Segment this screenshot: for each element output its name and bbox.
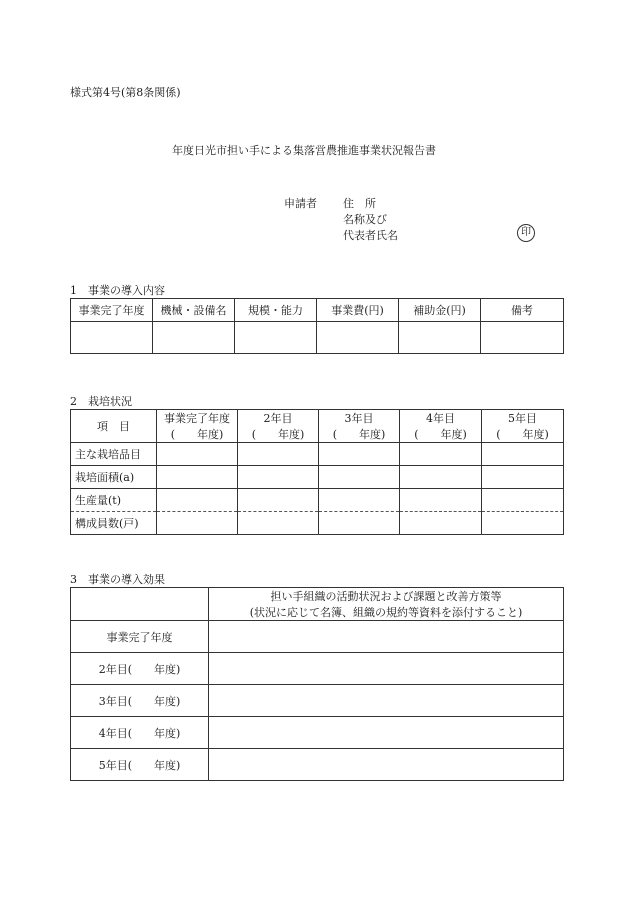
cultivation-table <box>70 409 564 535</box>
header-year4 <box>400 410 482 443</box>
cell-remarks[interactable] <box>481 322 564 354</box>
cell-crop-y5[interactable] <box>482 443 564 466</box>
applicant-label: 申請者 <box>284 197 317 210</box>
cell-crop-y1[interactable] <box>157 443 238 466</box>
header-remarks: 備考 <box>481 299 564 322</box>
effects-table <box>70 587 564 781</box>
header-activity-line2: (状況に応じて名簿、組織の規約等資料を添付すること) <box>249 606 523 619</box>
cell-crop-y4[interactable] <box>400 443 482 466</box>
cell-activity-y3[interactable] <box>209 685 564 717</box>
row-label-area: 栽培面積(a) <box>71 466 157 489</box>
address-label: 住 所 <box>343 197 376 210</box>
header-year5 <box>482 410 564 443</box>
cell-production-y4[interactable] <box>400 489 482 512</box>
cell-production-y2[interactable] <box>238 489 319 512</box>
cell-members-y5[interactable] <box>482 512 564 535</box>
header-year5-bottom: ( 年度) <box>496 428 549 441</box>
representative-label: 代表者氏名 <box>343 229 398 242</box>
header-completion-year: 事業完了年度 <box>71 299 153 322</box>
cell-scale-capacity[interactable] <box>235 322 317 354</box>
section2-heading: 2 栽培状況 <box>70 395 132 408</box>
row-label-crop: 主な栽培品目 <box>71 443 157 466</box>
header-equipment-name: 機械・設備名 <box>153 299 235 322</box>
header-scale-capacity: 規模・能力 <box>235 299 317 322</box>
header-empty <box>71 588 209 621</box>
form-number: 様式第4号(第8条関係) <box>70 86 181 99</box>
cell-equipment-name[interactable] <box>153 322 235 354</box>
header-year2-bottom: ( 年度) <box>251 428 305 441</box>
header-year2-top: 2年目 <box>263 412 293 425</box>
cell-activity-y1[interactable] <box>209 621 564 653</box>
row-label-production: 生産量(t) <box>71 489 157 512</box>
header-year1 <box>157 410 238 443</box>
cell-activity-y4[interactable] <box>209 717 564 749</box>
header-year4-top: 4年目 <box>426 412 455 425</box>
cell-subsidy[interactable] <box>399 322 481 354</box>
cell-area-y5[interactable] <box>482 466 564 489</box>
cell-production-y3[interactable] <box>319 489 400 512</box>
section1-heading: 1 事業の導入内容 <box>70 284 165 297</box>
cell-production-y1[interactable] <box>157 489 238 512</box>
name-label: 名称及び <box>343 213 387 226</box>
row-label-members: 構成員数(戸) <box>71 512 157 535</box>
seal-mark: 印 <box>517 224 535 242</box>
cell-area-y4[interactable] <box>400 466 482 489</box>
cell-crop-y3[interactable] <box>319 443 400 466</box>
cell-area-y2[interactable] <box>238 466 319 489</box>
cell-members-y3[interactable] <box>319 512 400 535</box>
introduction-table <box>70 298 564 354</box>
cell-members-y2[interactable] <box>238 512 319 535</box>
header-year1-top: 事業完了年度 <box>164 412 230 425</box>
header-activity <box>209 588 564 621</box>
page-title: 年度日光市担い手による集落営農推進事業状況報告書 <box>172 144 436 157</box>
row-label-year3: 3年目( 年度) <box>71 685 209 717</box>
cell-production-y5[interactable] <box>482 489 564 512</box>
cell-area-y1[interactable] <box>157 466 238 489</box>
row-label-completion-year: 事業完了年度 <box>71 621 209 653</box>
section3-heading: 3 事業の導入効果 <box>70 573 165 586</box>
header-year2 <box>238 410 319 443</box>
cell-area-y3[interactable] <box>319 466 400 489</box>
header-item: 項 目 <box>71 410 157 443</box>
cell-members-y1[interactable] <box>157 512 238 535</box>
cell-activity-y5[interactable] <box>209 749 564 781</box>
cell-project-cost[interactable] <box>317 322 399 354</box>
header-project-cost: 事業費(円) <box>317 299 399 322</box>
cell-completion-year[interactable] <box>71 322 153 354</box>
row-label-year4: 4年目( 年度) <box>71 717 209 749</box>
header-year1-bottom: ( 年度) <box>170 428 224 441</box>
row-label-year5: 5年目( 年度) <box>71 749 209 781</box>
header-subsidy: 補助金(円) <box>399 299 481 322</box>
header-year3 <box>319 410 400 443</box>
header-activity-line1: 担い手組織の活動状況および課題と改善方策等 <box>270 590 502 603</box>
row-label-year2: 2年目( 年度) <box>71 653 209 685</box>
header-year3-bottom: ( 年度) <box>332 428 386 441</box>
header-year3-top: 3年目 <box>344 412 374 425</box>
header-year4-bottom: ( 年度) <box>414 428 467 441</box>
cell-crop-y2[interactable] <box>238 443 319 466</box>
header-year5-top: 5年目 <box>508 412 537 425</box>
cell-members-y4[interactable] <box>400 512 482 535</box>
cell-activity-y2[interactable] <box>209 653 564 685</box>
